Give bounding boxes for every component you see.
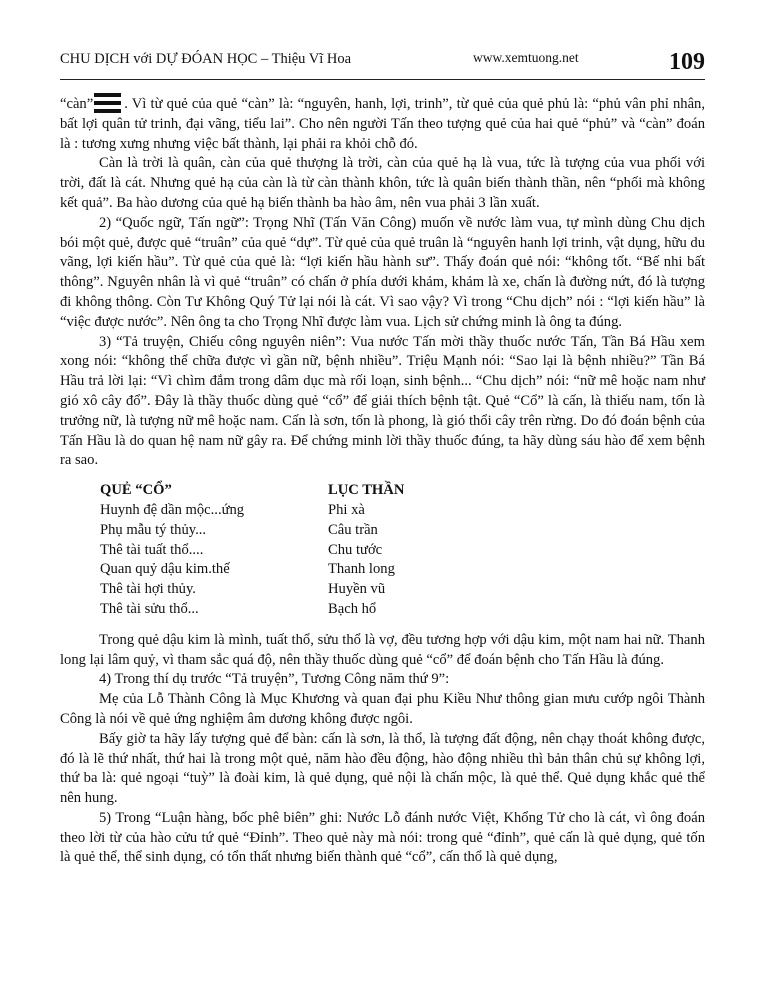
line-spirit: Câu trần <box>328 521 378 538</box>
hexagram-table-header <box>100 481 705 501</box>
hexagram-column-header: QUẺ “CỔ” <box>100 482 172 499</box>
paragraph: Càn là trời là quân, càn của quẻ thượng là trời, càn của quẻ hạ là vua, tức là tượng của vua phối với trời, đất là cát. Nhưng quẻ hạ của càn là từ càn thành khôn, tức là quân biến thành thần, nên “phối mà không kết quả”. Ba hào dương của quẻ hạ biến thành ba hào âm, nên vua phải 3 lần xuất. <box>60 155 705 211</box>
paragraph-text: . Vì từ quẻ của quẻ “càn” là: “nguyên, hanh, lợi, trinh”, từ quẻ của quẻ phủ là: “phủ vân phỉ nhân, bất lợi quân tử trinh, đại vãng, tiểu lai”. Cho nên người Tấn theo tượng quẻ của hai quẻ “phủ” và “càn” đoán là : tương xưng nhưng việc bất thành, lại phải ra khỏi chỗ đó. <box>60 96 705 152</box>
line-relation: Phụ mẫu tý thủy... <box>100 521 207 538</box>
paragraph: 5) Trong “Luận hàng, bốc phê biên” ghi: Nước Lỗ đánh nước Việt, Khổng Tử cho là cát, vì ông đoán theo lời từ của hào cửu tứ quẻ “Đỉnh”. Theo quẻ này mà nói: trong quẻ “đỉnh”, quẻ cấn là quẻ dụng, quẻ tốn là quẻ thể, thể sinh dụng, có tổn thất nhưng biến thành quẻ “cổ”, cấn thổ là quẻ dụng, <box>60 809 705 866</box>
paragraph: Mẹ của Lỗ Thành Công là Mục Khương và quan đại phu Kiều Như thông gian mưu cướp ngôi Thành Công là nói về quẻ ứng nghiệm âm dương không được ngôi. <box>60 691 705 727</box>
line-relation: Huynh đệ dần mộc...ứng <box>100 501 245 518</box>
book-title: CHU DỊCH với DỰ ĐÓAN HỌC – Thiệu Vĩ Hoa <box>60 51 352 67</box>
paragraph: 4) Trong thí dụ trước “Tả truyện”, Tương Công năm thứ 9”: <box>99 671 450 688</box>
paragraph: 3) “Tả truyện, Chiếu công nguyên niên”: Vua nước Tấn mời thầy thuốc nước Tấn, Tần Bá Hầu xem xong nói: “không thể chữa được vì gần nữ, bệnh nhiều”. Triệu Mạnh nói: “Sao lại là bệnh nhiều?” Tần Bá Hầu trả lời lại: “Vì chìm đắm trong dâm dục mà rối loạn, sinh bệnh... “Chu dịch” nói: “nữ mê hoặc nam như gió xô cây đổ”. Đây là thầy thuốc dùng quẻ “cổ” để giải thích bệnh tật. Quẻ “Cổ” là cấn, là thiếu nam, tốn là trưởng nữ, là tượng nữ mê hoặc nam. Cấn là sơn, tốn là phong, là gió thổi cây trên rừng. Do đó đoán bệnh của Tấn Hầu là do quan hệ nam nữ gây ra. Để chứng minh lời thầy thuốc đúng, ta hãy dùng sáu hào để xem bệnh ra sao. <box>60 333 705 469</box>
page-body <box>60 93 705 868</box>
paragraph: Bấy giờ ta hãy lấy tượng quẻ để bàn: cấn là sơn, là thổ, là tượng đất động, nên chạy thoát không được, đó là lẽ thứ nhất, thứ hai là trong một quẻ, năm hào đều động, hào động nhiều thì bản thân chủ sự không lợi, thứ ba là: quẻ ngoại “tuỳ” là đoài kim, là quẻ dụng, quẻ nội là chấn mộc, là quẻ thể. Quẻ dụng khắc quẻ thể nên hung. <box>60 730 705 807</box>
paragraph: Trong quẻ dậu kim là mình, tuất thổ, sửu thổ là vợ, đều tương hợp với dậu kim, một nam hai nữ. Thanh long lại lâm quỷ, vì tham sắc quá độ, nên thầy thuốc dùng quẻ “cổ” để đoán bệnh cho Tấn Hầu là đúng. <box>60 631 705 668</box>
page-header <box>60 42 705 80</box>
line-spirit: Phi xà <box>328 501 365 518</box>
header-rule <box>60 79 705 80</box>
paragraph: 2) “Quốc ngữ, Tấn ngữ”: Trọng Nhĩ (Tấn Văn Công) muốn về nước làm vua, tự mình dùng Chu dịch bói một quẻ, được quẻ “truân” của quẻ “dự”. Từ quẻ của quẻ truân là “nguyên hanh lợi trinh, vật dụng, hữu du vãng, lợi kiến hầu”. Từ quẻ của quẻ là: “lợi kiến hầu hành sư”. Thấy đoán quẻ nói: “không tốt. “Bế nhi bất thông”. Nguyên nhân là vì quẻ “truân” có chấn ở phía dưới khảm, khảm là xe, chấn là đường nứt, đó là tượng đi không thông. Còn Tư Không Quý Tử lại nói là cát. Vì sao vậy? Vì trong “Chu dịch” nói : “lợi kiến hầu” là “việc được nước”. Nên ông ta cho Trọng Nhĩ được làm vua. Lịch sử chứng minh là ông ta đúng. <box>60 214 705 330</box>
hexagram-row <box>100 560 705 580</box>
line-spirit: Thanh long <box>328 561 395 578</box>
hexagram-row <box>100 541 705 561</box>
line-relation: Thê tài hợi thủy. <box>100 581 196 598</box>
line-spirit: Huyền vũ <box>328 581 386 598</box>
page-number: 109 <box>669 49 705 75</box>
hexagram-row <box>100 600 705 620</box>
website-url[interactable]: www.xemtuong.net <box>473 50 579 65</box>
hexagram-row <box>100 580 705 600</box>
six-spirits-column-header: LỤC THẦN <box>328 482 405 499</box>
line-relation: Thê tài sửu thổ... <box>100 600 199 617</box>
hexagram-row <box>100 521 705 541</box>
qian-trigram-icon <box>94 93 121 113</box>
line-relation: Thê tài tuất thổ.... <box>100 541 204 558</box>
line-relation: Quan quỷ dậu kim.thế <box>100 561 230 578</box>
line-spirit: Bạch hổ <box>328 600 377 617</box>
hexagram-row <box>100 501 705 521</box>
line-spirit: Chu tước <box>328 541 383 558</box>
hexagram-table <box>100 481 705 620</box>
paragraph <box>60 93 705 154</box>
paragraph-lead: “càn” <box>60 96 94 112</box>
